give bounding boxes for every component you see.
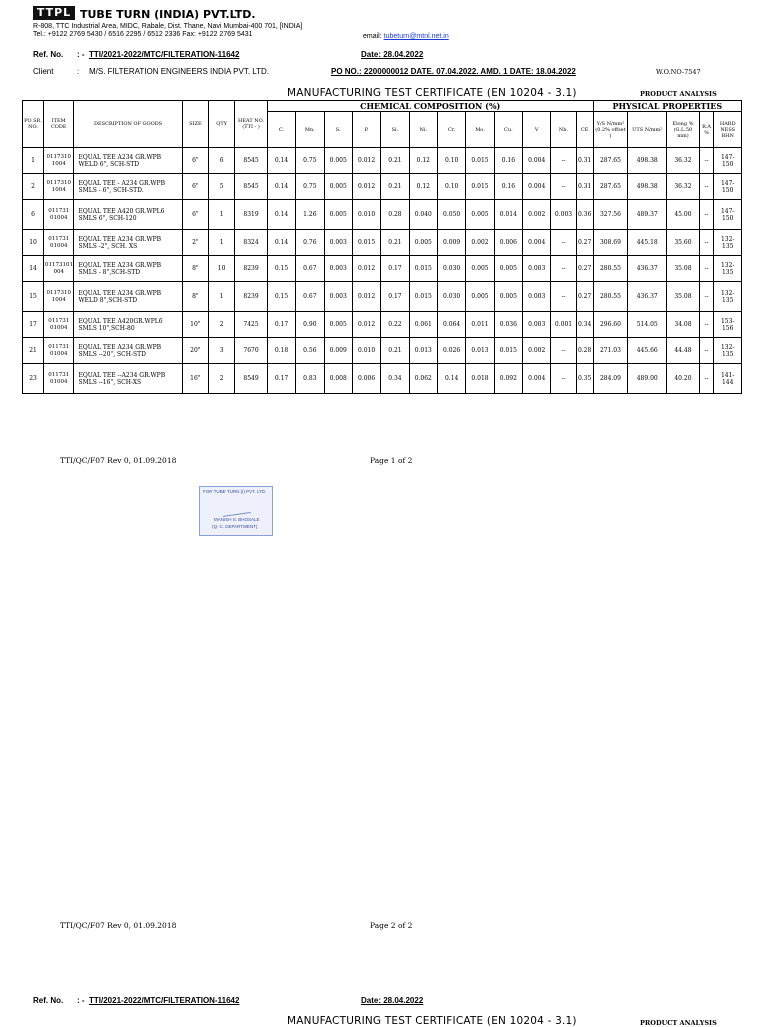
table-cell: -- [551,174,576,200]
table-cell: 0.013 [409,338,437,364]
table-cell: -- [551,256,576,282]
col-ce: CE [576,112,593,148]
col-c: C. [267,112,295,148]
table-cell: 0.050 [437,200,465,230]
table-cell: 0.27 [576,256,593,282]
page2-ref-date-text: Date: 28.04.2022 [361,996,424,1005]
table-cell: -- [551,148,576,174]
table-cell: 0.17 [381,256,409,282]
table-cell: 0.006 [352,364,380,394]
table-cell: 498.38 [628,174,667,200]
stamp-signatory: MANISH S. BHOSALE [214,517,260,522]
page2-product-analysis-label: PRODUCT ANALYSIS [640,1019,717,1027]
table-row [23,312,742,338]
table-cell: 35.08 [667,282,700,312]
table-cell: 6 [23,200,44,230]
table-cell: 280.55 [593,282,628,312]
table-cell: 2 [208,312,234,338]
table-cell: -- [699,174,714,200]
client-name: M/S. FILTERATION ENGINEERS INDIA PVT. LTD. [89,67,270,76]
page2-ref-number [89,996,239,1005]
table-cell: 0.005 [324,174,352,200]
table-cell: -- [551,364,576,394]
table-cell: 147-150 [714,148,742,174]
table-cell: 1 [208,200,234,230]
col-s: S. [324,112,352,148]
page2-ref-date [361,996,423,1005]
table-cell: 0.005 [466,282,494,312]
table-cell: 0.12 [409,148,437,174]
table-cell: 0.004 [523,364,551,394]
table-cell: 0.014 [494,200,522,230]
product-analysis-label: PRODUCT ANALYSIS [640,90,717,98]
table-row [23,282,742,312]
table-cell: 0.21 [381,230,409,256]
table-cell: 445.18 [628,230,667,256]
table-cell: 0.10 [437,174,465,200]
table-cell: 7670 [235,338,268,364]
ref-number [89,50,239,59]
table-cell: 8324 [235,230,268,256]
page2-ref-separator: : - [77,996,85,1005]
table-cell: 0.015 [409,256,437,282]
client-separator: : [77,67,80,76]
table-cell: 0.010 [352,338,380,364]
table-cell: 1 [23,148,44,174]
table-cell: 10 [23,230,44,256]
table-cell: 0.061 [409,312,437,338]
col-heat-no: HEAT NO. (TTI - ) [235,101,268,148]
table-cell: 36.32 [667,174,700,200]
form-number: TTI/QC/F07 Rev 0, 01.09.2018 [60,456,177,465]
table-cell: 0.064 [437,312,465,338]
col-size: SIZE [182,101,208,148]
description-cell: EQUAL TEE - A234 GR.WPB SMLS - 6", SCH-STD. [74,174,182,200]
table-cell: 8" [182,256,208,282]
table-cell: 0.036 [494,312,522,338]
table-cell: 8" [182,282,208,312]
table-cell: -- [699,312,714,338]
table-cell: 7425 [235,312,268,338]
table-cell: 132-135 [714,282,742,312]
table-cell: 0.14 [437,364,465,394]
table-cell: -- [699,230,714,256]
table-cell: 153-156 [714,312,742,338]
item-code-cell: 01173101 004 [44,256,74,282]
company-logo: TTPL [33,6,75,20]
table-cell: 0.005 [409,230,437,256]
table-cell: 6" [182,174,208,200]
table-cell: 5 [208,174,234,200]
table-cell: 14 [23,256,44,282]
table-cell: 17 [23,312,44,338]
description-cell: EQUAL TEE A420GR.WPL6 SMLS 10",SCH-80 [74,312,182,338]
table-cell: 10" [182,312,208,338]
description-cell: EQUAL TEE --A234 GR.WPB SMLS --16", SCH-XS [74,364,182,394]
page2-ref-label: Ref. No. [33,996,64,1005]
table-cell: 0.17 [381,282,409,312]
table-cell: -- [551,230,576,256]
col-v: V [523,112,551,148]
table-cell: 0.012 [352,174,380,200]
email-label: email: [363,33,382,40]
table-cell: 0.015 [409,282,437,312]
stamp-department: (Q. C. DEPARTMENT) [212,524,258,529]
signature-mark [221,500,251,517]
wo-number: W.O.NO-7547 [656,68,701,76]
col-mo: Mo. [466,112,494,148]
description-cell: EQUAL TEE A234 GR.WPB SMLS --20", SCH-STD [74,338,182,364]
col-yield-strength: Y/S N/mm² (0.2% offset ) [593,112,628,148]
table-cell: 0.018 [466,364,494,394]
table-row [23,364,742,394]
table-cell: 308.69 [593,230,628,256]
table-cell: 0.31 [576,148,593,174]
ref-separator: : - [77,50,85,59]
ref-date [361,50,423,59]
table-cell: 0.76 [296,230,324,256]
item-code-cell: 011731 01004 [44,200,74,230]
item-code-cell: 011731 01004 [44,338,74,364]
table-cell: 8239 [235,282,268,312]
table-cell: -- [551,338,576,364]
table-cell: 0.004 [523,148,551,174]
table-cell: 35.60 [667,230,700,256]
table-cell: 0.27 [576,282,593,312]
table-cell: 0.030 [437,256,465,282]
table-cell: 8545 [235,174,268,200]
table-cell: 0.005 [466,200,494,230]
description-cell: EQUAL TEE A234 GR.WPB SMLS - 8",SCH-STD [74,256,182,282]
table-cell: 6 [208,148,234,174]
table-cell: 0.31 [576,174,593,200]
item-code-cell: 0117310 1004 [44,174,74,200]
table-cell: 0.21 [381,338,409,364]
chemical-composition-header: CHEMICAL COMPOSITION (%) [267,101,593,112]
table-cell: 287.65 [593,148,628,174]
table-cell: 15 [23,282,44,312]
col-po-sr-no: PO SR. NO. [23,101,44,148]
client-label: Client [33,67,54,76]
form-number-page2: TTI/QC/F07 Rev 0, 01.09.2018 [60,921,177,930]
table-cell: 489.37 [628,200,667,230]
table-row [23,256,742,282]
table-cell: 0.030 [437,282,465,312]
table-cell: 436.37 [628,256,667,282]
page2-ref-number-text: TTI/2021-2022/MTC/FILTERATION-11642 [89,996,240,1005]
table-cell: 0.005 [494,256,522,282]
email-block [363,33,449,40]
qc-stamp [199,486,273,536]
ref-date-text: Date: 28.04.2022 [361,50,424,59]
table-cell: -- [699,148,714,174]
certificate-title: MANUFACTURING TEST CERTIFICATE (EN 10204 - 3.1) [287,87,577,99]
col-nb: Nb. [551,112,576,148]
table-cell: 0.001 [551,312,576,338]
table-cell: 0.14 [267,230,295,256]
table-cell: 0.28 [576,338,593,364]
item-code-cell: 011731 01004 [44,230,74,256]
table-row [23,174,742,200]
table-cell: 21 [23,338,44,364]
table-cell: 0.003 [523,256,551,282]
table-cell: 0.003 [324,230,352,256]
table-cell: 0.10 [437,148,465,174]
table-cell: -- [699,200,714,230]
table-row [23,230,742,256]
po-number-text: PO NO.: 2200000012 DATE. 07.04.2022. AMD. 1 DATE: 18.04.2022 [331,67,576,76]
page-number: Page 1 of 2 [370,456,413,465]
table-cell: 0.75 [296,148,324,174]
table-cell: 0.002 [466,230,494,256]
table-cell: 287.65 [593,174,628,200]
table-cell: 0.004 [523,174,551,200]
table-cell: 141-144 [714,364,742,394]
table-cell: 436.37 [628,282,667,312]
table-cell: 0.67 [296,256,324,282]
table-cell: 0.18 [267,338,295,364]
table-cell: 0.012 [352,312,380,338]
table-cell: 0.005 [324,200,352,230]
table-cell: 2" [182,230,208,256]
table-cell: 36.32 [667,148,700,174]
table-cell: 0.040 [409,200,437,230]
table-row [23,148,742,174]
table-cell: 0.012 [352,256,380,282]
table-cell: 0.28 [381,200,409,230]
table-cell: 8545 [235,148,268,174]
table-cell: 0.005 [494,282,522,312]
table-cell: 0.092 [494,364,522,394]
table-cell: 3 [208,338,234,364]
company-name: TUBE TURN (INDIA) PVT.LTD. [80,8,256,21]
col-elongation: Elong % (G.L.50 mm) [667,112,700,148]
table-cell: 498.38 [628,148,667,174]
table-cell: 0.003 [324,256,352,282]
table-cell: 0.013 [466,338,494,364]
table-cell: 0.062 [409,364,437,394]
col-ni: Ni. [409,112,437,148]
address-line-2: Tel.: +9122 2769 5430 / 6516 2295 / 6512 2336 Fax: +9122 2769 5431 [33,31,253,38]
table-cell: 132-135 [714,338,742,364]
table-cell: -- [699,364,714,394]
col-ra: R.A % [699,112,714,148]
table-cell: -- [551,282,576,312]
table-cell: 0.011 [466,312,494,338]
test-results-table [22,100,742,394]
table-cell: 0.003 [523,282,551,312]
table-cell: 0.14 [267,174,295,200]
table-row [23,200,742,230]
table-cell: 0.015 [494,338,522,364]
table-body [23,148,742,394]
company-address [33,23,302,39]
table-cell: 0.002 [523,338,551,364]
table-cell: 0.015 [352,230,380,256]
table-cell: 6" [182,200,208,230]
table-cell: 0.35 [576,364,593,394]
table-cell: 0.12 [409,174,437,200]
table-cell: 0.83 [296,364,324,394]
table-cell: 0.012 [352,148,380,174]
table-cell: 0.27 [576,230,593,256]
description-cell: EQUAL TEE A420 GR.WPL6 SMLS 6", SCH-120 [74,200,182,230]
table-cell: -- [699,282,714,312]
table-cell: -- [699,338,714,364]
table-cell: 2 [208,364,234,394]
table-cell: 0.008 [324,364,352,394]
table-cell: 0.015 [466,174,494,200]
table-cell: 0.005 [324,312,352,338]
table-cell: 44.48 [667,338,700,364]
table-cell: 0.004 [523,230,551,256]
table-cell: 514.05 [628,312,667,338]
description-cell: EQUAL TEE A234 GR.WPB WELD 6", SCH-STD [74,148,182,174]
ref-label: Ref. No. [33,50,64,59]
table-cell: 0.005 [466,256,494,282]
table-cell: 23 [23,364,44,394]
col-uts: UTS N/mm² [628,112,667,148]
table-cell: 1 [208,282,234,312]
table-cell: 0.17 [267,312,295,338]
table-cell: 0.21 [381,174,409,200]
table-cell: 0.67 [296,282,324,312]
table-cell: 0.010 [352,200,380,230]
description-cell: EQUAL TEE A234 GR.WPB WELD 8",SCH-STD [74,282,182,312]
po-number [331,67,576,76]
col-qty: QTY [208,101,234,148]
table-cell: 0.14 [267,200,295,230]
table-cell: 0.17 [267,364,295,394]
item-code-cell: 0117310 1004 [44,282,74,312]
table-cell: 0.75 [296,174,324,200]
item-code-cell: 0117310 1004 [44,148,74,174]
description-cell: EQUAL TEE A234 GR.WPB SMLS -2", SCH. XS [74,230,182,256]
table-cell: 147-150 [714,200,742,230]
table-cell: 132-135 [714,256,742,282]
table-cell: 34.08 [667,312,700,338]
table-cell: 0.015 [466,148,494,174]
table-cell: 20" [182,338,208,364]
physical-properties-header: PHYSICAL PROPERTIES [593,101,741,112]
table-cell: 45.00 [667,200,700,230]
table-cell: 0.16 [494,148,522,174]
table-cell: 16" [182,364,208,394]
table-cell: 0.005 [324,148,352,174]
stamp-company: FOR TUBE TURN (I) PVT. LTD. [203,489,267,494]
address-line-1: R-808, TTC Industrial Area, MIDC, Rabale, Dist. Thane, Navi Mumbai-400 701, [INDIA] [33,23,303,30]
table-cell: 8549 [235,364,268,394]
table-cell: 2 [23,174,44,200]
col-cu: Cu. [494,112,522,148]
table-cell: 0.15 [267,256,295,282]
col-p: P. [352,112,380,148]
table-row [23,338,742,364]
table-cell: 1 [208,230,234,256]
table-cell: 327.56 [593,200,628,230]
table-cell: 0.34 [576,312,593,338]
table-cell: 0.026 [437,338,465,364]
table-cell: 0.16 [494,174,522,200]
item-code-cell: 011731 01004 [44,364,74,394]
table-cell: 489.00 [628,364,667,394]
table-cell: 1.26 [296,200,324,230]
table-cell: 0.012 [352,282,380,312]
table-cell: 271.03 [593,338,628,364]
table-cell: 40.20 [667,364,700,394]
col-mn: Mn. [296,112,324,148]
table-cell: 0.90 [296,312,324,338]
table-cell: 0.003 [551,200,576,230]
col-si: Si. [381,112,409,148]
table-cell: 0.009 [324,338,352,364]
table-cell: 132-135 [714,230,742,256]
table-cell: 6" [182,148,208,174]
table-cell: 8319 [235,200,268,230]
email-link[interactable]: tubeturn@mtnl.net.in [383,33,449,40]
table-cell: 8239 [235,256,268,282]
table-cell: 280.55 [593,256,628,282]
table-cell: 147-150 [714,174,742,200]
table-cell: 296.60 [593,312,628,338]
table-cell: 0.15 [267,282,295,312]
col-hardness: HARD NESS BHN [714,112,742,148]
table-cell: 0.22 [381,312,409,338]
table-cell: 445.66 [628,338,667,364]
table-cell: 0.21 [381,148,409,174]
page2-certificate-title: MANUFACTURING TEST CERTIFICATE (EN 10204 - 3.1) [287,1015,577,1027]
col-cr: Cr. [437,112,465,148]
table-cell: 0.14 [267,148,295,174]
table-cell: 35.08 [667,256,700,282]
table-cell: 0.002 [523,200,551,230]
col-item-code: ITEM CODE [44,101,74,148]
col-description: DESCRIPTION OF GOODS [74,101,182,148]
table-cell: 10 [208,256,234,282]
table-cell: -- [699,256,714,282]
table-cell: 0.006 [494,230,522,256]
table-cell: 0.003 [324,282,352,312]
table-cell: 0.009 [437,230,465,256]
item-code-cell: 011731 01004 [44,312,74,338]
ref-number-text: TTI/2021-2022/MTC/FILTERATION-11642 [89,50,240,59]
table-cell: 284.09 [593,364,628,394]
table-cell: 0.34 [381,364,409,394]
table-cell: 0.003 [523,312,551,338]
table-cell: 0.36 [576,200,593,230]
page-number-page2: Page 2 of 2 [370,921,413,930]
table-cell: 0.56 [296,338,324,364]
